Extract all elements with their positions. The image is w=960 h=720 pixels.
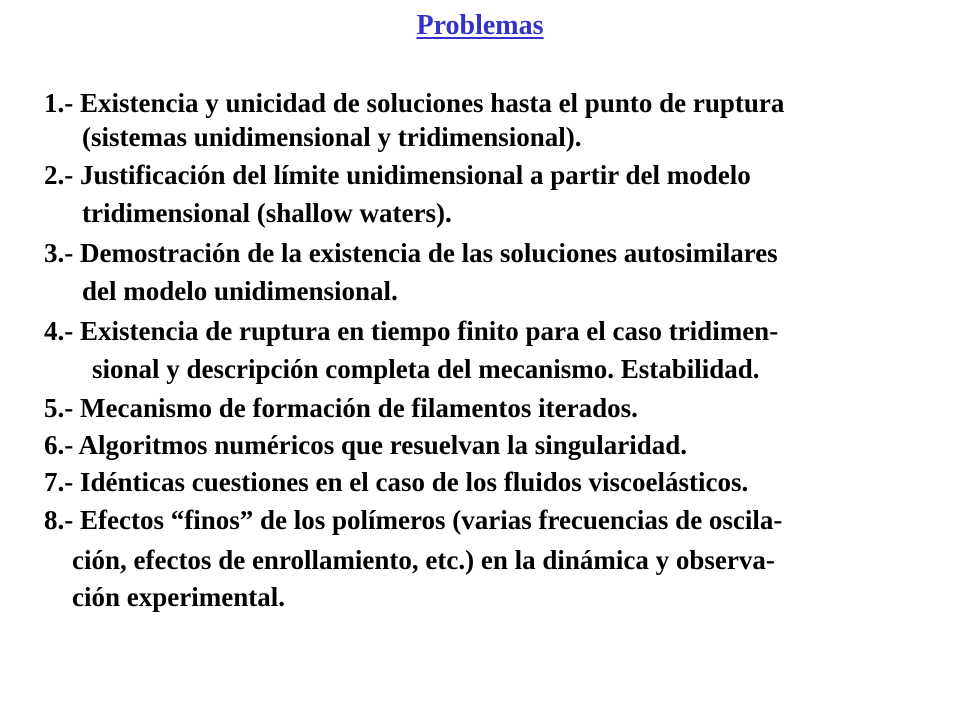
problem-4-line-2: sional y descripción completa del mecanismo. Estabilidad. [92, 354, 760, 384]
problem-3-line-2: del modelo unidimensional. [82, 276, 398, 306]
problem-1-line-1: 1.- Existencia y unicidad de soluciones hasta el punto de ruptura [44, 88, 785, 118]
problem-1-line-2: (sistemas unidimensional y tridimensional). [82, 122, 582, 152]
problem-4-line-1: 4.- Existencia de ruptura en tiempo finito para el caso tridimen- [44, 316, 779, 346]
problem-5-line-1: 5.- Mecanismo de formación de filamentos iterados. [44, 393, 638, 423]
problem-6-line-1: 6.- Algoritmos numéricos que resuelvan la singularidad. [44, 430, 688, 460]
problem-8-line-1: 8.- Efectos “finos” de los polímeros (varias frecuencias de oscila- [44, 505, 783, 535]
problem-7-line-1: 7.- Idénticas cuestiones en el caso de los fluidos viscoelásticos. [44, 467, 749, 497]
problem-8-line-2: ción, efectos de enrollamiento, etc.) en la dinámica y observa- [72, 545, 775, 575]
problem-3-line-1: 3.- Demostración de la existencia de las soluciones autosimilares [44, 238, 778, 268]
problem-8-line-3: ción experimental. [72, 582, 285, 612]
slide-title: Problemas [416, 10, 544, 41]
problem-2-line-1: 2.- Justificación del límite unidimensional a partir del modelo [44, 160, 751, 190]
problem-2-line-2: tridimensional (shallow waters). [82, 198, 452, 228]
